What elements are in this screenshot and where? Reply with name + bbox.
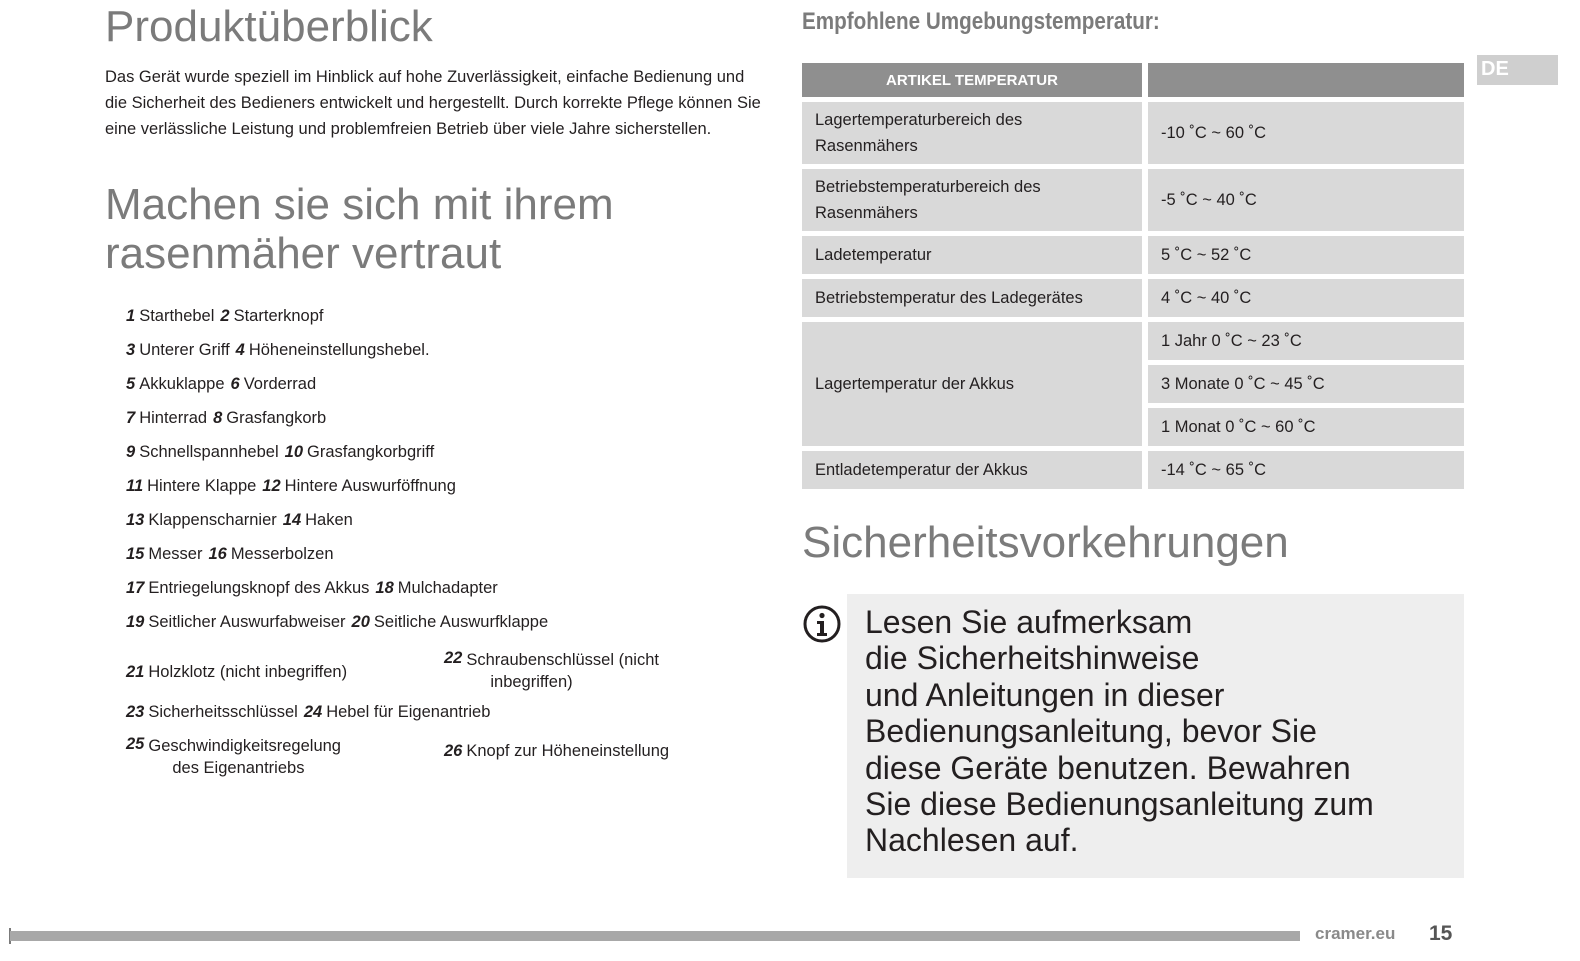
table-cell-item: Ladetemperatur [802,236,1148,274]
parts-row [126,443,746,477]
part-item [375,579,497,598]
part-label-line: Hebel für Eigenantrieb [326,703,491,721]
part-label-line: Höheneinstellungshebel. [248,341,430,359]
part-item [231,375,317,394]
parts-row [126,511,746,545]
part-item [220,307,323,326]
table-row [802,451,1464,489]
part-item [208,545,333,564]
part-label-line: Grasfangkorbgriff [307,443,435,461]
parts-row [126,307,746,341]
part-item [126,649,444,695]
part-item [126,307,214,326]
table-cell-value: 4 ˚C ~ 40 ˚C [1148,279,1464,317]
part-label [139,341,229,359]
part-label-line: Unterer Griff [139,341,230,359]
table-row [802,102,1464,164]
table-cell-value: -10 ˚C ~ 60 ˚C [1148,102,1464,164]
part-item [444,735,744,767]
parts-row [126,375,746,409]
part-number: 7 [126,409,136,427]
part-item [126,511,277,530]
parts-row [126,477,746,511]
notice-line: und Anleitungen in dieser [865,676,1225,713]
part-label [148,703,297,721]
parts-row [126,341,746,375]
part-item [126,341,230,360]
notice-line: Nachlesen auf. [865,822,1079,859]
part-number: 3 [126,341,136,359]
footer-site: cramer.eu [1315,924,1396,943]
part-number: 1 [126,307,136,325]
parts-row [126,409,746,443]
table-row [802,322,1464,360]
part-number: 6 [230,375,240,393]
part-number: 13 [126,511,145,529]
part-label-line: Starterknopf [233,307,324,325]
part-number: 5 [126,375,136,393]
part-number: 19 [126,613,145,631]
part-item [126,735,444,779]
part-number: 16 [208,545,227,563]
footer-bar [10,931,1300,941]
part-label [148,545,202,563]
part-label [148,511,276,529]
part-label [231,545,334,563]
part-label [139,443,278,461]
table-row [802,169,1464,231]
part-number: 25 [126,735,145,753]
part-label [234,307,324,325]
part-number: 8 [213,409,223,427]
part-label-line: Klappenscharnier [148,511,277,529]
part-label [285,477,456,495]
part-label-line: Schraubenschlüssel (nicht [466,651,659,669]
part-item [213,409,326,428]
temperature-title: Empfohlene Umgebungstemperatur: [802,8,1160,35]
part-label-line: inbegriffen) [490,673,573,691]
part-label [466,649,659,693]
parts-row [126,579,746,613]
part-label-line: Starthebel [139,307,215,325]
section-title-safety: Sicherheitsvorkehrungen [802,518,1289,567]
notice-line: Bedienungsanleitung, bevor Sie [865,713,1317,750]
intro-paragraph: Das Gerät wurde speziell im Hinblick auf hohe Zuverlässigkeit, einfache Bedienung und die Sicherheit des Bedieners entwickelt und hergestellt. Durch korrekte Pflege können Sie eine verlässliche Leistung und problemfreien Betrieb über viele Jahre sicherstellen. [105,68,761,138]
part-item [285,443,435,462]
part-label [466,742,669,761]
parts-row [126,613,746,649]
part-label-line: Haken [305,511,353,529]
table-cell-value: -14 ˚C ~ 65 ˚C [1148,451,1464,489]
table-cell-item: Lagertemperaturbereich des Rasenmähers [802,102,1148,164]
part-label [326,703,490,721]
table-cell-value: 1 Monat 0 ˚C ~ 60 ˚C [1148,408,1464,446]
part-label [226,409,326,427]
part-number: 15 [126,545,145,563]
notice-line: Sie diese Bedienungsanleitung zum [865,786,1374,823]
part-number: 21 [126,662,145,681]
table-row [802,236,1464,274]
part-label-line: Entriegelungsknopf des Akkus [148,579,370,597]
table-header-row [802,63,1464,97]
part-number: 20 [351,613,370,631]
parts-row [126,649,746,703]
part-label [148,613,345,631]
part-label-line: Mulchadapter [397,579,498,597]
parts-row [126,703,746,735]
table-header-cell [1148,63,1464,97]
table-cell-item: Betriebstemperatur des Ladegerätes [802,279,1148,317]
part-label [148,735,341,779]
part-label [374,613,548,631]
part-label [147,477,256,495]
page-title-overview: Produktüberblick [105,2,433,51]
table-cell-item: Entladetemperatur der Akkus [802,451,1148,489]
part-number: 2 [220,307,230,325]
part-label [148,579,369,597]
part-number: 9 [126,443,136,461]
part-label-line: Seitlicher Auswurfabweiser [148,613,346,631]
part-item [126,477,256,496]
part-label [244,375,316,393]
part-number: 10 [284,443,303,461]
notice-line: Lesen Sie aufmerksam [865,604,1193,640]
part-label [139,307,214,325]
part-label [305,511,353,529]
part-label-line: Schnellspannhebel [139,443,279,461]
table-cell-value: -5 ˚C ~ 40 ˚C [1148,169,1464,231]
part-item [126,703,298,722]
part-label-line: Messer [148,545,203,563]
language-tab: DE [1477,55,1558,85]
part-label [249,341,430,359]
info-icon [802,604,842,644]
table-header-cell: ARTIKEL TEMPERATUR [802,63,1148,97]
part-label-line: Hintere Klappe [147,477,257,495]
part-item [126,409,207,428]
part-label-line: Grasfangkorb [226,409,327,427]
parts-list [126,307,746,775]
part-label-line: Knopf zur Höheneinstellung [466,741,670,760]
part-item [236,341,430,360]
part-item [444,649,744,693]
part-number: 17 [126,579,145,597]
part-number: 23 [126,703,145,721]
table-cell-item: Betriebstemperaturbereich des Rasenmähers [802,169,1148,231]
section-title-familiar: Machen sie sich mit ihrem rasenmäher vertraut [105,180,614,279]
part-number: 14 [282,511,302,529]
part-label-line: Holzklotz (nicht inbegriffen) [148,662,348,681]
table-cell-value: 1 Jahr 0 ˚C ~ 23 ˚C [1148,322,1464,360]
part-item [126,545,202,564]
part-label [139,409,207,427]
part-label-line: Hintere Auswurföffnung [284,477,456,495]
table-cell-value: 5 ˚C ~ 52 ˚C [1148,236,1464,274]
table-cell-item: Lagertemperatur der Akkus [802,322,1148,446]
part-number: 11 [126,477,144,495]
part-label-line: Geschwindigkeitsregelung [148,737,341,755]
part-number: 26 [444,741,463,760]
part-label-line: Sicherheitsschlüssel [148,703,298,721]
part-number: 12 [262,477,281,495]
part-label [148,663,347,682]
part-item [283,511,353,530]
notice-line: die Sicherheitshinweise [865,640,1200,677]
part-item [126,613,346,632]
safety-notice-text [865,604,1455,859]
part-item [262,477,456,496]
temperature-table [802,58,1464,494]
part-number: 18 [375,579,394,597]
part-item [126,375,225,394]
page-number: 15 [1429,922,1453,945]
part-label-line: Hinterrad [139,409,208,427]
notice-line: diese Geräte benutzen. Bewahren [865,749,1351,786]
table-cell-value: 3 Monate 0 ˚C ~ 45 ˚C [1148,365,1464,403]
part-number: 22 [444,649,463,667]
part-label-line: Vorderrad [243,375,317,393]
part-label-line: des Eigenantriebs [172,759,305,777]
part-label-line: Seitliche Auswurfklappe [373,613,549,631]
part-item [352,613,549,632]
table-row [802,279,1464,317]
parts-row [126,735,746,775]
parts-row [126,545,746,579]
part-item [126,443,279,462]
part-item [126,579,369,598]
part-label [307,443,434,461]
part-label-line: Akkuklappe [139,375,225,393]
part-label-line: Messerbolzen [230,545,334,563]
part-item [304,703,491,722]
safety-notice-box [847,594,1464,878]
part-number: 24 [303,703,323,721]
part-label [139,375,224,393]
part-label [398,579,498,597]
part-number: 4 [235,341,245,359]
